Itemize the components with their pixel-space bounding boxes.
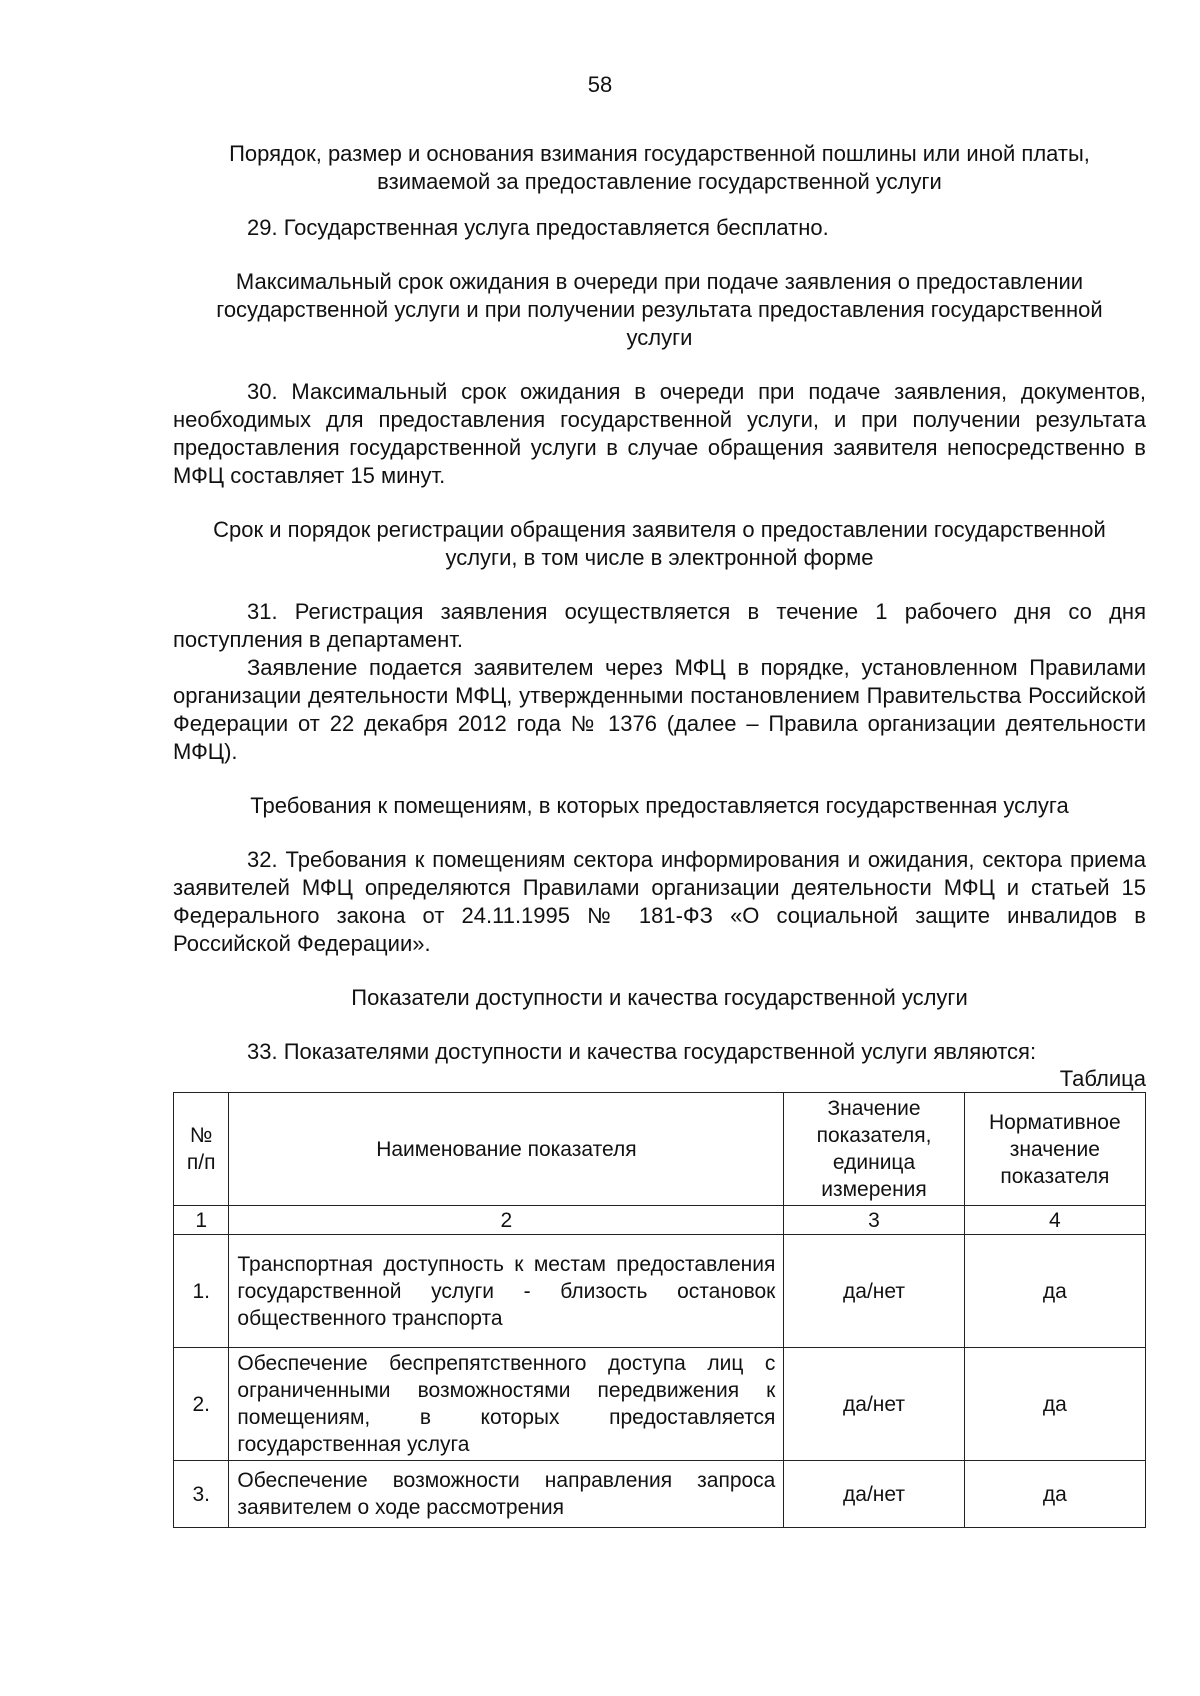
- index-cell: 2: [229, 1206, 784, 1235]
- table-caption: Таблица: [1059, 1066, 1146, 1091]
- indicators-table: [173, 1092, 1146, 1528]
- row-norm: да: [964, 1348, 1145, 1461]
- paragraph-31-application: Заявление подается заявителем через МФЦ в порядке, установленном Правилами организации деятельности МФЦ, утвержденными постановлением Правительства Российской Федерации от 22 декабря 2012 года № 1376 (далее – Правила организации деятельности МФЦ).: [173, 655, 1146, 764]
- section-heading-queue-time: Максимальный срок ожидания в очереди при подаче заявления о предоставлении государственной услуги и при получении результата предоставления государственной услуги: [216, 269, 1103, 350]
- index-cell: 1: [174, 1206, 229, 1235]
- row-norm: да: [964, 1461, 1145, 1528]
- header-num: № п/п: [174, 1093, 229, 1206]
- row-num: 1.: [174, 1235, 229, 1348]
- paragraph-29: 29. Государственная услуга предоставляется бесплатно.: [247, 215, 829, 240]
- header-value: Значение показателя, единица измерения: [784, 1093, 964, 1206]
- table-row: [174, 1348, 1146, 1461]
- paragraph-32: 32. Требования к помещениям сектора информирования и ожидания, сектора приема заявителей МФЦ определяются Правилами организации деятельности МФЦ и статьей 15 Федерального закона от 24.11.1995 № 181-ФЗ «О социальной защите инвалидов в Российской Федерации».: [173, 847, 1146, 956]
- row-name: Транспортная доступность к местам предоставления государственной услуги - близость остановок общественного транспорта: [229, 1235, 784, 1348]
- table-row: [174, 1235, 1146, 1348]
- row-value: да/нет: [784, 1235, 964, 1348]
- row-value: да/нет: [784, 1461, 964, 1528]
- index-cell: 3: [784, 1206, 964, 1235]
- paragraph-33: 33. Показателями доступности и качества государственной услуги являются:: [247, 1039, 1037, 1064]
- table-header-row: [174, 1093, 1146, 1206]
- table-row: [174, 1461, 1146, 1528]
- index-cell: 4: [964, 1206, 1145, 1235]
- row-name: Обеспечение беспрепятственного доступа лиц с ограниченными возможностями передвижения к помещениям, в которых предоставляется государственная услуга: [229, 1348, 784, 1461]
- section-heading-premises: Требования к помещениям, в которых предоставляется государственная услуга: [250, 793, 1069, 818]
- document-body: [173, 140, 1146, 1528]
- section-heading-registration: Срок и порядок регистрации обращения заявителя о предоставлении государственной услуги, в том числе в электронной форме: [213, 517, 1106, 570]
- header-name: Наименование показателя: [229, 1093, 784, 1206]
- row-value: да/нет: [784, 1348, 964, 1461]
- paragraph-30: 30. Максимальный срок ожидания в очереди при подаче заявления, документов, необходимых для предоставления государственной услуги, и при получении результата предоставления государственной услуги в случае обращения заявителя непосредственно в МФЦ составляет 15 минут.: [173, 379, 1146, 488]
- row-name: Обеспечение возможности направления запроса заявителем о ходе рассмотрения: [229, 1461, 784, 1528]
- row-norm: да: [964, 1235, 1145, 1348]
- page-number: 58: [587, 72, 613, 97]
- row-num: 3.: [174, 1461, 229, 1528]
- row-num: 2.: [174, 1348, 229, 1461]
- table-index-row: [174, 1206, 1146, 1235]
- section-heading-fee: Порядок, размер и основания взимания государственной пошлины или иной платы, взимаемой за предоставление государственной услуги: [229, 141, 1090, 194]
- paragraph-31: 31. Регистрация заявления осуществляется в течение 1 рабочего дня со дня поступления в департамент.: [173, 599, 1146, 652]
- section-heading-indicators: Показатели доступности и качества государственной услуги: [351, 985, 968, 1010]
- header-norm: Нормативное значение показателя: [964, 1093, 1145, 1206]
